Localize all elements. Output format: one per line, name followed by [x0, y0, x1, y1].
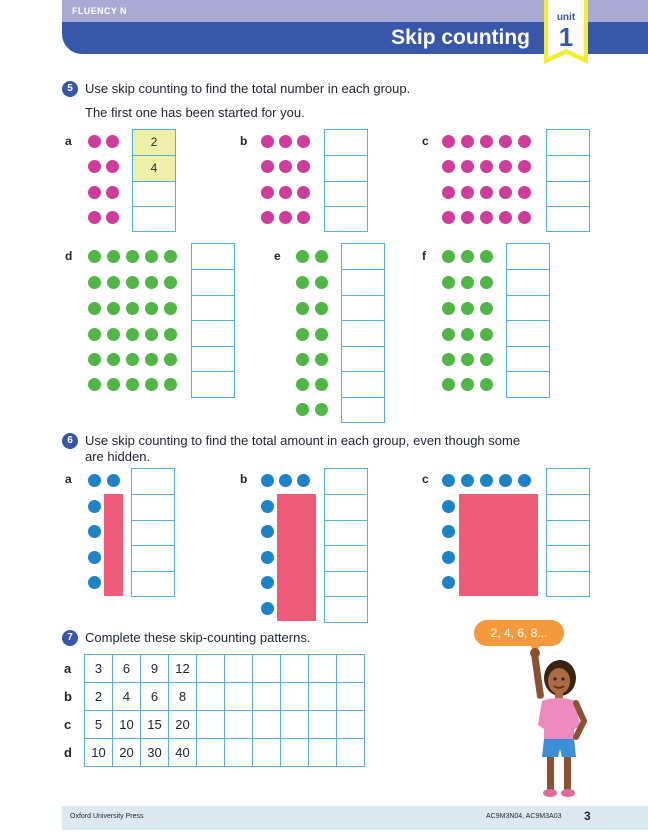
page-number: 3 — [584, 809, 591, 823]
dot — [315, 378, 328, 391]
answer-box[interactable] — [547, 545, 589, 571]
answer-box[interactable] — [132, 545, 174, 571]
dot — [480, 250, 493, 263]
answer-box[interactable] — [132, 494, 174, 520]
dot — [279, 211, 292, 224]
grid-cell: 9 — [141, 655, 169, 683]
answer-box[interactable] — [325, 130, 367, 155]
dot — [480, 353, 493, 366]
dot — [261, 160, 274, 173]
dot — [297, 135, 310, 148]
dot — [106, 160, 119, 173]
dot — [480, 211, 493, 224]
row-label: d — [60, 739, 85, 767]
grid-cell: 15 — [141, 711, 169, 739]
dot — [480, 328, 493, 341]
dot — [126, 250, 139, 263]
q5e-answer-column — [341, 243, 385, 423]
grid-cell: 4 — [113, 683, 141, 711]
grid-cell[interactable] — [197, 739, 225, 767]
answer-box[interactable] — [342, 371, 384, 397]
dot — [518, 186, 531, 199]
dot — [261, 211, 274, 224]
grid-cell[interactable] — [309, 739, 337, 767]
dot — [480, 160, 493, 173]
q5-label-a: a — [65, 134, 72, 148]
speech-bubble: 2, 4, 6, 8... — [474, 620, 564, 646]
answer-box[interactable] — [325, 494, 367, 520]
grid-cell[interactable] — [253, 655, 281, 683]
grid-cell: 3 — [85, 655, 113, 683]
publisher-name: Oxford University Press — [70, 813, 144, 820]
grid-cell[interactable] — [309, 683, 337, 711]
q5b-answer-column — [324, 129, 368, 232]
dot — [315, 250, 328, 263]
dot — [315, 276, 328, 289]
dot — [261, 135, 274, 148]
dot — [164, 276, 177, 289]
curriculum-codes: AC9M3N04, AC9M3A03 — [486, 813, 562, 820]
answer-box[interactable] — [325, 596, 367, 622]
dot — [461, 211, 474, 224]
dot — [442, 525, 455, 538]
answer-box[interactable] — [192, 320, 234, 346]
answer-box[interactable] — [507, 244, 549, 269]
dot — [499, 211, 512, 224]
grid-cell[interactable] — [281, 655, 309, 683]
dot — [442, 250, 455, 263]
dot — [480, 474, 493, 487]
dot — [480, 302, 493, 315]
table-row — [60, 711, 365, 739]
q6-label-c: c — [422, 472, 429, 486]
answer-box[interactable] — [132, 469, 174, 494]
dot — [442, 211, 455, 224]
dot — [518, 135, 531, 148]
dot — [442, 474, 455, 487]
grid-cell[interactable] — [253, 711, 281, 739]
answer-box[interactable] — [342, 269, 384, 295]
q5-label-d: d — [65, 249, 73, 263]
grid-cell[interactable] — [281, 739, 309, 767]
girl-illustration — [520, 645, 600, 800]
dot — [296, 328, 309, 341]
answer-box[interactable] — [342, 397, 384, 422]
grid-cell: 12 — [169, 655, 197, 683]
dot — [164, 353, 177, 366]
dot — [279, 186, 292, 199]
dot — [442, 276, 455, 289]
hidden-dots-cover — [104, 494, 123, 596]
grid-cell[interactable] — [197, 683, 225, 711]
dot — [499, 474, 512, 487]
dot — [88, 378, 101, 391]
skip-counting-grid — [60, 654, 365, 767]
dot — [126, 353, 139, 366]
grid-cell: 6 — [113, 655, 141, 683]
dot — [126, 328, 139, 341]
dot — [88, 211, 101, 224]
dot — [297, 474, 310, 487]
answer-box[interactable] — [133, 181, 175, 206]
answer-box[interactable] — [547, 206, 589, 231]
question-number-7: 7 — [62, 630, 78, 646]
dot — [107, 302, 120, 315]
dot — [88, 576, 101, 589]
answer-box[interactable] — [342, 346, 384, 371]
hidden-dots-cover — [459, 494, 538, 596]
answer-box[interactable] — [132, 520, 174, 545]
dot — [518, 211, 531, 224]
page-title: Skip counting — [391, 26, 530, 49]
grid-cell: 5 — [85, 711, 113, 739]
answer-box[interactable] — [342, 244, 384, 269]
q5-note: The first one has been started for you. — [85, 105, 305, 120]
dot — [164, 378, 177, 391]
dot — [145, 378, 158, 391]
grid-cell[interactable] — [197, 711, 225, 739]
answer-box[interactable] — [547, 571, 589, 596]
question-number-6: 6 — [62, 433, 78, 449]
q6b-answer-column — [324, 468, 368, 623]
grid-cell: 30 — [141, 739, 169, 767]
dot — [261, 474, 274, 487]
dot — [499, 186, 512, 199]
q6a-answer-column — [131, 468, 175, 597]
answer-box[interactable] — [507, 346, 549, 371]
dot — [279, 160, 292, 173]
dot — [106, 135, 119, 148]
q6c-answer-column — [546, 468, 590, 597]
dot — [518, 474, 531, 487]
dot — [261, 576, 274, 589]
answer-box[interactable] — [507, 320, 549, 346]
dot — [126, 276, 139, 289]
unit-number: 1 — [558, 22, 574, 52]
grid-cell: 20 — [113, 739, 141, 767]
dot — [442, 500, 455, 513]
grid-cell[interactable] — [225, 683, 253, 711]
grid-cell[interactable] — [281, 683, 309, 711]
answer-box[interactable] — [507, 295, 549, 320]
dot — [442, 186, 455, 199]
answer-box[interactable] — [507, 269, 549, 295]
dot — [442, 302, 455, 315]
dot — [107, 474, 120, 487]
row-label: b — [60, 683, 85, 711]
dot — [261, 525, 274, 538]
dot — [145, 250, 158, 263]
grid-cell[interactable] — [337, 683, 365, 711]
answer-box[interactable] — [192, 295, 234, 320]
grid-cell[interactable] — [337, 739, 365, 767]
grid-cell: 10 — [113, 711, 141, 739]
dot — [126, 378, 139, 391]
grid-cell: 40 — [169, 739, 197, 767]
grid-cell[interactable] — [225, 655, 253, 683]
answer-box[interactable] — [192, 371, 234, 397]
dot — [296, 302, 309, 315]
dot — [88, 276, 101, 289]
dot — [145, 302, 158, 315]
q7-instruction: Complete these skip-counting patterns. — [85, 630, 311, 645]
dot — [106, 211, 119, 224]
dot — [88, 525, 101, 538]
dot — [499, 160, 512, 173]
dot — [315, 328, 328, 341]
grid-cell[interactable] — [225, 739, 253, 767]
dot — [461, 186, 474, 199]
answer-box[interactable] — [325, 571, 367, 596]
dot — [164, 302, 177, 315]
grid-cell[interactable] — [337, 711, 365, 739]
dot — [145, 276, 158, 289]
dot — [88, 302, 101, 315]
grid-cell[interactable] — [225, 711, 253, 739]
dot — [297, 160, 310, 173]
dot — [315, 302, 328, 315]
dot — [145, 353, 158, 366]
dot — [88, 328, 101, 341]
question-number-5: 5 — [62, 81, 78, 97]
dot — [442, 328, 455, 341]
dot — [480, 378, 493, 391]
dot — [88, 160, 101, 173]
dot — [261, 551, 274, 564]
dot — [88, 353, 101, 366]
grid-cell: 10 — [85, 739, 113, 767]
dot — [480, 135, 493, 148]
dot — [88, 186, 101, 199]
grid-cell[interactable] — [337, 655, 365, 683]
q6-label-b: b — [240, 472, 248, 486]
answer-box[interactable] — [325, 181, 367, 206]
q5-label-c: c — [422, 134, 429, 148]
dot — [480, 276, 493, 289]
q5-label-f: f — [422, 249, 426, 263]
grid-cell: 6 — [141, 683, 169, 711]
q6-instruction: Use skip counting to find the total amount in each group, even though some are hidden. — [85, 433, 521, 464]
dot — [106, 186, 119, 199]
dot — [442, 378, 455, 391]
dot — [461, 328, 474, 341]
dot — [296, 250, 309, 263]
row-label: c — [60, 711, 85, 739]
dot — [442, 576, 455, 589]
answer-box[interactable] — [325, 545, 367, 571]
answer-box[interactable]: 4 — [133, 155, 175, 181]
dot — [296, 403, 309, 416]
dot — [88, 135, 101, 148]
dot — [261, 186, 274, 199]
dot — [107, 328, 120, 341]
dot — [164, 250, 177, 263]
dot — [480, 186, 493, 199]
dot — [107, 353, 120, 366]
dot — [107, 378, 120, 391]
q5-instruction: Use skip counting to find the total number in each group. — [85, 81, 411, 96]
q5c-answer-column — [546, 129, 590, 232]
answer-box[interactable] — [547, 494, 589, 520]
dot — [461, 474, 474, 487]
dot — [261, 602, 274, 615]
dot — [107, 250, 120, 263]
dot — [296, 276, 309, 289]
grid-cell: 20 — [169, 711, 197, 739]
dot — [315, 403, 328, 416]
dot — [518, 160, 531, 173]
dot — [461, 276, 474, 289]
grid-cell[interactable] — [253, 739, 281, 767]
dot — [499, 135, 512, 148]
grid-cell[interactable] — [197, 655, 225, 683]
table-row — [60, 683, 365, 711]
dot — [461, 302, 474, 315]
dot — [279, 474, 292, 487]
answer-box[interactable] — [133, 206, 175, 231]
dot — [296, 378, 309, 391]
dot — [279, 135, 292, 148]
grid-cell: 2 — [85, 683, 113, 711]
grid-cell[interactable] — [253, 683, 281, 711]
answer-box[interactable] — [547, 155, 589, 181]
answer-box[interactable] — [132, 571, 174, 596]
dot — [88, 474, 101, 487]
answer-box[interactable] — [325, 206, 367, 231]
answer-box[interactable] — [325, 520, 367, 545]
dot — [461, 378, 474, 391]
dot — [107, 276, 120, 289]
answer-box[interactable] — [192, 346, 234, 371]
answer-box[interactable] — [192, 269, 234, 295]
q5d-answer-column — [191, 243, 235, 398]
answer-box[interactable] — [547, 469, 589, 494]
answer-box[interactable] — [547, 130, 589, 155]
dot — [297, 186, 310, 199]
dot — [297, 211, 310, 224]
dot — [126, 302, 139, 315]
dot — [296, 353, 309, 366]
grid-cell[interactable] — [309, 655, 337, 683]
q5-label-e: e — [274, 249, 281, 263]
q5f-answer-column — [506, 243, 550, 398]
dot — [442, 160, 455, 173]
grid-cell[interactable] — [309, 711, 337, 739]
answer-box[interactable] — [192, 244, 234, 269]
q5-label-b: b — [240, 134, 248, 148]
dot — [461, 353, 474, 366]
dot — [442, 551, 455, 564]
table-row — [60, 739, 365, 767]
answer-box[interactable] — [342, 320, 384, 346]
dot — [261, 500, 274, 513]
table-row — [60, 655, 365, 683]
dot — [145, 328, 158, 341]
answer-box[interactable] — [342, 295, 384, 320]
answer-box[interactable] — [547, 520, 589, 545]
answer-box[interactable]: 2 — [133, 130, 175, 155]
dot — [88, 551, 101, 564]
q5a-answer-column — [132, 129, 176, 232]
dot — [442, 135, 455, 148]
unit-label: unit — [556, 12, 576, 23]
answer-box[interactable] — [325, 155, 367, 181]
dot — [461, 135, 474, 148]
section-label: FLUENCY N — [72, 6, 127, 16]
answer-box[interactable] — [547, 181, 589, 206]
row-label: a — [60, 655, 85, 683]
dot — [461, 160, 474, 173]
dot — [442, 353, 455, 366]
answer-box[interactable] — [325, 469, 367, 494]
grid-cell[interactable] — [281, 711, 309, 739]
grid-cell: 8 — [169, 683, 197, 711]
dot — [315, 353, 328, 366]
dot — [164, 328, 177, 341]
dot — [461, 250, 474, 263]
hidden-dots-cover — [277, 494, 316, 621]
dot — [88, 500, 101, 513]
dot — [88, 250, 101, 263]
q6-label-a: a — [65, 472, 72, 486]
answer-box[interactable] — [507, 371, 549, 397]
